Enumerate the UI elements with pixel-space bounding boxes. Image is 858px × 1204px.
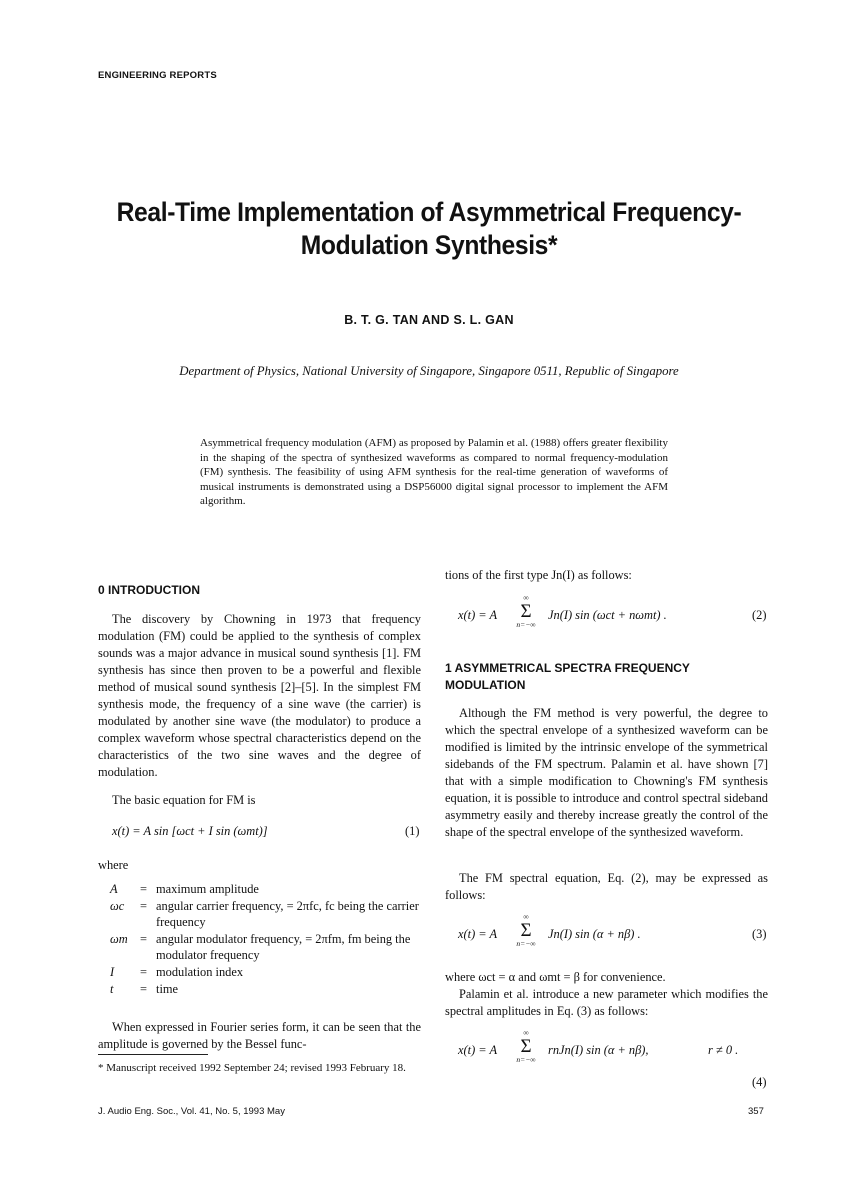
equation-1-number: (1): [405, 824, 420, 838]
definition-description: angular modulator frequency, = 2πfm, fm being the modulator frequency: [156, 931, 411, 963]
definition-row: [110, 898, 422, 931]
page-number: 357: [748, 1106, 764, 1117]
equation-3-number: (3): [752, 927, 767, 941]
definition-equals: =: [140, 931, 147, 946]
definition-row: [110, 931, 422, 964]
intro-paragraph-1: The discovery by Chowning in 1973 that frequency modulation (FM) could be applied to the synthesis of complex sounds was a major advance in musical sound synthesis [1]. FM synthesis has since then proven to be a powerful and flexible method of musical sound synthesis [2]–[5]. In the simplest FM synthesis mode, the frequency of a sine wave (the carrier) is modulated by another sine wave (the modulator) to produce a complex waveform whose spectral characteristics depend on the characteristics of the two sine waves and the degree of modulation.: [98, 612, 421, 779]
equation-2-number: (2): [752, 608, 767, 622]
definition-equals: =: [140, 898, 147, 913]
intro-heading: 0 INTRODUCTION: [98, 583, 200, 597]
sigma-icon: Σ: [520, 1036, 532, 1057]
definition-description: angular carrier frequency, = 2πfc, fc being the carrier frequency: [156, 898, 419, 930]
sum-upper-limit: ∞: [523, 1028, 529, 1037]
sum-lower-limit: n=−∞: [516, 939, 536, 948]
where-label: where: [98, 858, 129, 872]
equation-3-rhs: Jn(I) sin (α + nβ) .: [548, 927, 641, 941]
definitions-list: [110, 881, 422, 997]
section-1-heading: 1 ASYMMETRICAL SPECTRA FREQUENCY MODULATION: [445, 661, 690, 692]
title-line-2: Modulation Synthesis*: [300, 230, 558, 260]
abstract: Asymmetrical frequency modulation (AFM) as proposed by Palamin et al. (1988) offers greater flexibility in the shaping of the spectra of synthesized waveforms as compared to normal frequency-modulation (FM) synthesis. The feasibility of using AFM synthesis for the real-time generation of waveforms of musical instruments is demonstrated using a DSP56000 digital signal processor to implement the AFM algorithm.: [200, 437, 668, 508]
section-1-paragraph-4: Palamin et al. introduce a new parameter which modifies the spectral amplitudes in Eq. (3) as follows:: [445, 987, 768, 1018]
summation-symbol: [512, 1029, 540, 1064]
intro-paragraph-3: When expressed in Fourier series form, it can be seen that the amplitude is governed by the Bessel func-: [98, 1020, 421, 1051]
intro-paragraph-2: The basic equation for FM is: [112, 793, 256, 807]
sum-upper-limit: ∞: [523, 912, 529, 921]
section-header: ENGINEERING REPORTS: [98, 70, 217, 81]
definition-symbol: I: [110, 964, 115, 979]
sum-lower-limit: n=−∞: [516, 620, 536, 629]
summation-symbol: [512, 913, 540, 948]
equation-2-rhs: Jn(I) sin (ωct + nωmt) .: [548, 608, 667, 622]
equation-4-number: (4): [752, 1075, 767, 1089]
sigma-icon: Σ: [520, 601, 532, 622]
definition-symbol: ωc: [110, 898, 125, 913]
definition-row: [110, 981, 422, 998]
definition-equals: =: [140, 964, 147, 979]
summation-symbol: [512, 594, 540, 629]
definition-description: time: [156, 981, 179, 996]
equation-4-rhs: rnJn(I) sin (α + nβ),: [548, 1043, 649, 1057]
equation-3-lhs: x(t) = A: [458, 927, 498, 941]
definition-symbol: A: [110, 882, 118, 896]
affiliation: Department of Physics, National University of Singapore, Singapore 0511, Republic of Singapore: [179, 364, 679, 378]
bessel-continuation: tions of the first type Jn(I) as follows:: [445, 568, 632, 582]
definition-row: [110, 964, 422, 981]
equation-2-lhs: x(t) = A: [458, 608, 498, 622]
footnote: * Manuscript received 1992 September 24; revised 1993 February 18.: [98, 1062, 406, 1074]
equation-1: x(t) = A sin [ωct + I sin (ωmt)]: [112, 824, 268, 838]
equation-4-condition: r ≠ 0 .: [708, 1043, 739, 1057]
title-line-1: Real-Time Implementation of Asymmetrical Frequency-: [116, 197, 742, 227]
section-1-paragraph-3: where ωct = α and ωmt = β for convenience.: [445, 970, 666, 984]
paper-title: [114, 196, 745, 262]
definition-symbol: ωm: [110, 931, 128, 946]
definition-description: maximum amplitude: [156, 882, 259, 896]
footer-citation: J. Audio Eng. Soc., Vol. 41, No. 5, 1993 May: [98, 1106, 285, 1117]
equation-4-lhs: x(t) = A: [458, 1043, 498, 1057]
section-1-paragraph-2: The FM spectral equation, Eq. (2), may be expressed as follows:: [445, 871, 768, 902]
definition-row: [110, 881, 422, 898]
sum-upper-limit: ∞: [523, 593, 529, 602]
sigma-icon: Σ: [520, 920, 532, 941]
footnote-rule: [98, 1054, 208, 1055]
section-1-paragraph-1: Although the FM method is very powerful, the degree to which the spectral envelope of a synthesized waveform can be modified is limited by the intrinsic envelope of the symmetrical sidebands of the FM spectrum. Palamin et al. have shown [7] that with a simple modification to Chowning's FM synthesis equation, it is possible to introduce and control spectral sideband asymmetry easily and thereby increase greatly the control of the shape of the spectral envelope of the synthesized waveform.: [445, 706, 768, 839]
definition-equals: =: [140, 981, 147, 996]
definition-symbol: t: [110, 981, 114, 996]
sum-lower-limit: n=−∞: [516, 1055, 536, 1064]
authors: B. T. G. TAN AND S. L. GAN: [344, 313, 514, 327]
definition-description: modulation index: [156, 964, 244, 979]
definition-equals: =: [140, 882, 147, 896]
